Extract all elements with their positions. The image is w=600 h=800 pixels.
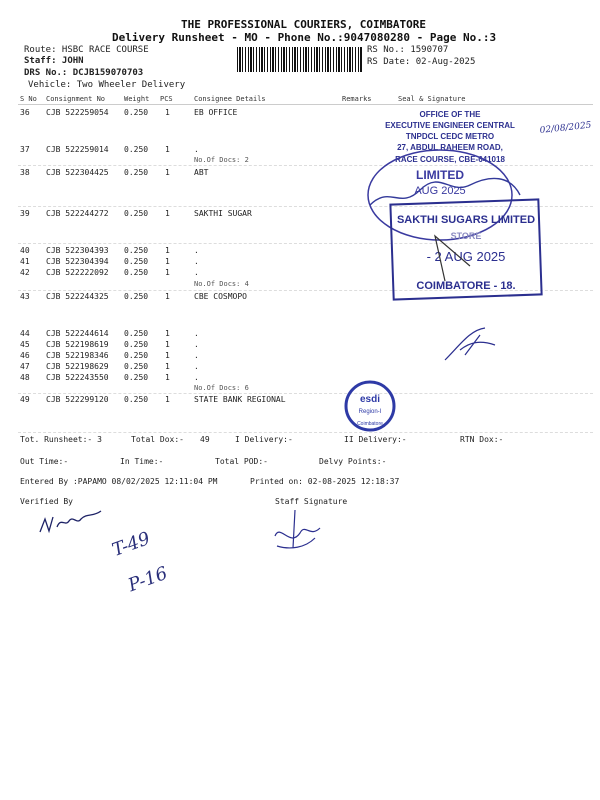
weight: 0.250 (124, 257, 149, 266)
staff-signature (265, 508, 325, 553)
row-divider (18, 432, 593, 433)
staff-signature-label: Staff Signature (275, 497, 348, 506)
consignee-details: SAKTHI SUGAR (194, 209, 252, 218)
consignee-details: . (194, 351, 199, 360)
stamp-line: TNPDCL CEDC METRO (405, 132, 495, 141)
eb-stamp-date: 02/08/2025 (539, 120, 592, 136)
weight: 0.250 (124, 292, 149, 301)
consignment-no: CJB 522244325 (46, 292, 109, 301)
consignee-details: . (194, 246, 199, 255)
consignment-no: CJB 522259014 (46, 145, 109, 154)
consignment-no: CJB 522259054 (46, 108, 109, 117)
consignment-no: CJB 522222092 (46, 268, 109, 277)
consignee-details: . (194, 145, 199, 154)
docs-note: No.Of Docs: 6 (194, 384, 249, 392)
barcode (237, 47, 363, 72)
stamp-line: Coimbatore (357, 421, 383, 427)
consignment-no: CJB 522244614 (46, 329, 109, 338)
col-seal: Seal & Signature (398, 95, 466, 103)
consignee-details: . (194, 362, 199, 371)
pcs: 1 (165, 373, 170, 382)
weight: 0.250 (124, 395, 149, 404)
i-delivery: I Delivery:- (235, 435, 293, 444)
consignee-details: . (194, 329, 199, 338)
s-no: 47 (20, 362, 30, 371)
col-sno: S No (20, 95, 37, 103)
pcs: 1 (165, 209, 170, 218)
pcs: 1 (165, 329, 170, 338)
consignee-details: STATE BANK REGIONAL (194, 395, 286, 404)
consignee-details: . (194, 373, 199, 382)
docs-note: No.Of Docs: 2 (194, 156, 249, 164)
consignment-no: CJB 522304425 (46, 168, 109, 177)
pcs: 1 (165, 257, 170, 266)
pcs: 1 (165, 395, 170, 404)
weight: 0.250 (124, 373, 149, 382)
stamp-line: COIMBATORE - 18. (416, 280, 516, 292)
s-no: 46 (20, 351, 30, 360)
col-consignment: Consignment No (46, 95, 106, 103)
s-no: 43 (20, 292, 30, 301)
weight: 0.250 (124, 168, 149, 177)
weight: 0.250 (124, 340, 149, 349)
signature-initial (440, 320, 500, 370)
weight: 0.250 (124, 209, 149, 218)
col-consignee: Consignee Details (194, 95, 266, 103)
col-remarks: Remarks (342, 95, 372, 103)
total-pod: Total POD:- (215, 457, 268, 466)
entered-by: Entered By :PAPAMO 08/02/2025 12:11:04 PM (20, 477, 218, 486)
consignee-details: ABT (194, 168, 209, 177)
table-row (0, 395, 600, 405)
weight: 0.250 (124, 145, 149, 154)
consignment-no: CJB 522198346 (46, 351, 109, 360)
rs-number: RS No.: 1590707 (367, 45, 449, 55)
s-no: 38 (20, 168, 30, 177)
drs-number: DRS No.: DCJB159070703 (24, 68, 144, 78)
stamp-line: esdi (359, 394, 381, 405)
weight: 0.250 (124, 268, 149, 277)
pcs: 1 (165, 362, 170, 371)
seal-stamps (340, 105, 600, 305)
col-pcs: PCS (160, 95, 173, 103)
pcs: 1 (165, 351, 170, 360)
oval-stamp-text: LIMITED (416, 168, 464, 182)
consignment-no: CJB 522244272 (46, 209, 109, 218)
stamp-line: 27, ABDUL RAHEEM ROAD, (397, 143, 503, 152)
consignment-no: CJB 522304393 (46, 246, 109, 255)
staff: Staff: JOHN (24, 56, 84, 66)
pcs: 1 (165, 246, 170, 255)
s-no: 48 (20, 373, 30, 382)
stamp-line: RACE COURSE, CBE-641018 (395, 155, 505, 164)
consignment-no: CJB 522198629 (46, 362, 109, 371)
pcs: 1 (165, 268, 170, 277)
s-no: 42 (20, 268, 30, 277)
total-dox-label: Total Dox:- (131, 435, 184, 444)
s-no: 49 (20, 395, 30, 404)
pcs: 1 (165, 145, 170, 154)
delvy-points: Delvy Points:- (319, 457, 387, 466)
row-divider (18, 393, 593, 394)
consignment-no: CJB 522304394 (46, 257, 109, 266)
consignee-details: . (194, 268, 199, 277)
consignee-details: . (194, 340, 199, 349)
stamp-line: STORE (450, 231, 482, 241)
handwritten-note: P-16 (125, 562, 171, 597)
s-no: 37 (20, 145, 30, 154)
verifier-signature (35, 507, 105, 537)
s-no: 40 (20, 246, 30, 255)
printed-on: Printed on: 02-08-2025 12:18:37 (250, 477, 400, 486)
docs-note: No.Of Docs: 4 (194, 280, 249, 288)
vehicle: Vehicle: Two Wheeler Delivery (28, 80, 186, 90)
pcs: 1 (165, 108, 170, 117)
stamp-line: - 2 AUG 2025 (426, 249, 506, 264)
out-time: Out Time:- (20, 457, 69, 466)
handwritten-note: T-49 (109, 528, 153, 562)
table-row (0, 351, 600, 361)
table-row (0, 362, 600, 372)
pcs: 1 (165, 340, 170, 349)
in-time: In Time:- (120, 457, 164, 466)
consignment-no: CJB 522299120 (46, 395, 109, 404)
rs-date: RS Date: 02-Aug-2025 (367, 57, 476, 67)
stamp-line: Region-I (358, 409, 382, 415)
pcs: 1 (165, 292, 170, 301)
table-row (0, 329, 600, 339)
table-row (0, 373, 600, 383)
weight: 0.250 (124, 329, 149, 338)
ii-delivery: II Delivery:- (344, 435, 407, 444)
consignee-details: CBE COSMOPO (194, 292, 247, 301)
rtn-dox: RTN Dox:- (460, 435, 504, 444)
total-dox-value: 49 (200, 435, 210, 444)
esdi-stamp (340, 380, 404, 432)
s-no: 39 (20, 209, 30, 218)
pcs: 1 (165, 168, 170, 177)
weight: 0.250 (124, 362, 149, 371)
table-row (0, 340, 600, 350)
stamp-line: EXECUTIVE ENGINEER CENTRAL (385, 121, 515, 130)
s-no: 41 (20, 257, 30, 266)
weight: 0.250 (124, 351, 149, 360)
weight: 0.250 (124, 246, 149, 255)
company-title: THE PROFESSIONAL COURIERS, COIMBATORE (181, 18, 427, 31)
consignment-no: CJB 522243550 (46, 373, 109, 382)
oval-stamp-date: AUG 2025 (414, 185, 466, 197)
stamp-line: SAKTHI SUGARS LIMITED (396, 214, 536, 226)
tot-runsheet: Tot. Runsheet:- 3 (20, 435, 102, 444)
consignee-details: EB OFFICE (194, 108, 238, 117)
s-no: 44 (20, 329, 30, 338)
verified-by: Verified By (20, 497, 73, 506)
consignment-no: CJB 522198619 (46, 340, 109, 349)
runsheet-subtitle: Delivery Runsheet - MO - Phone No.:9047080280 - Page No.:3 (112, 31, 497, 44)
route: Route: HSBC RACE COURSE (24, 45, 149, 55)
weight: 0.250 (124, 108, 149, 117)
s-no: 36 (20, 108, 30, 117)
stamp-line: OFFICE OF THE (419, 110, 481, 119)
s-no: 45 (20, 340, 30, 349)
col-weight: Weight (124, 95, 150, 103)
consignee-details: . (194, 257, 199, 266)
